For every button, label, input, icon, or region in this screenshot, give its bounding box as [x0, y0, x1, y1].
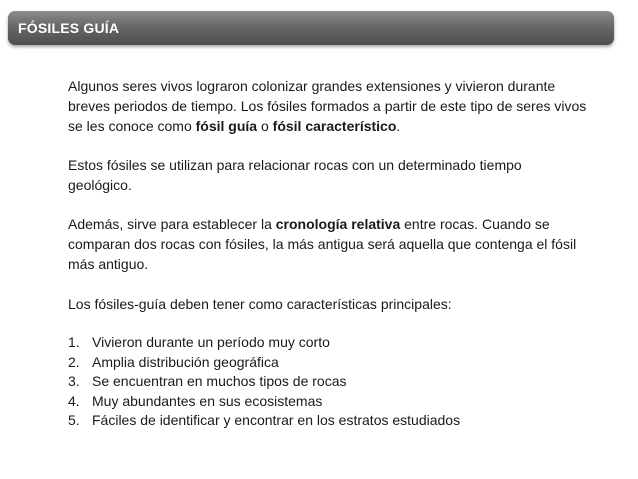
list-item [68, 392, 588, 412]
list-item-text: Vivieron durante un período muy corto [92, 334, 330, 350]
paragraph-caracteristicas-intro: Los fósiles-guía deben tener como características principales: [68, 296, 452, 312]
list-item-number: 1. [68, 334, 80, 350]
paragraph3-text-b: entre rocas. Cuando se comparan dos rocas con fósiles, la más antigua será aquella que contenga el fósil más antiguo. [68, 216, 577, 272]
title-bar [8, 11, 614, 45]
paragraph-uso: Estos fósiles se utilizan para relacionar rocas con un determinado tiempo geológico. [68, 157, 522, 193]
paragraph1-text-a: Algunos seres vivos lograron colonizar grandes extensiones y vivieron durante breves periodos de tiempo. Los fósiles formados a partir de este tipo de seres vivos se les conoce como [68, 78, 587, 134]
list-item-text: Amplia distribución geográfica [92, 353, 279, 370]
term-fosil-guia: fósil guía [195, 118, 258, 134]
paragraph-cronologia [68, 214, 588, 274]
list-item-text: Se encuentran en muchos tipos de rocas [92, 373, 347, 389]
term-cronologia-relativa: cronología relativa [275, 216, 401, 232]
list-item-number: 3. [68, 373, 80, 389]
list-item [68, 353, 588, 373]
paragraph3-text-a: Además, sirve para establecer la [68, 216, 276, 232]
paragraph1-text-c: . [396, 118, 401, 134]
list-item [68, 372, 588, 392]
list-item [68, 411, 588, 431]
list-item-text: Muy abundantes en sus ecosistemas [92, 392, 323, 409]
list-item-number: 5. [68, 412, 80, 428]
content-body [68, 76, 588, 431]
term-fosil-caracteristico: fósil característico [272, 118, 397, 134]
list-item-number: 4. [68, 392, 80, 409]
list-item-number: 2. [68, 353, 80, 370]
paragraph-fosil-guia [68, 76, 588, 136]
list-item-text: Fáciles de identificar y encontrar en los estratos estudiados [92, 412, 461, 428]
list-item [68, 333, 588, 353]
features-list [68, 333, 588, 431]
page-title: FÓSILES GUÍA [18, 20, 120, 36]
paragraph1-text-b: o [257, 118, 273, 134]
